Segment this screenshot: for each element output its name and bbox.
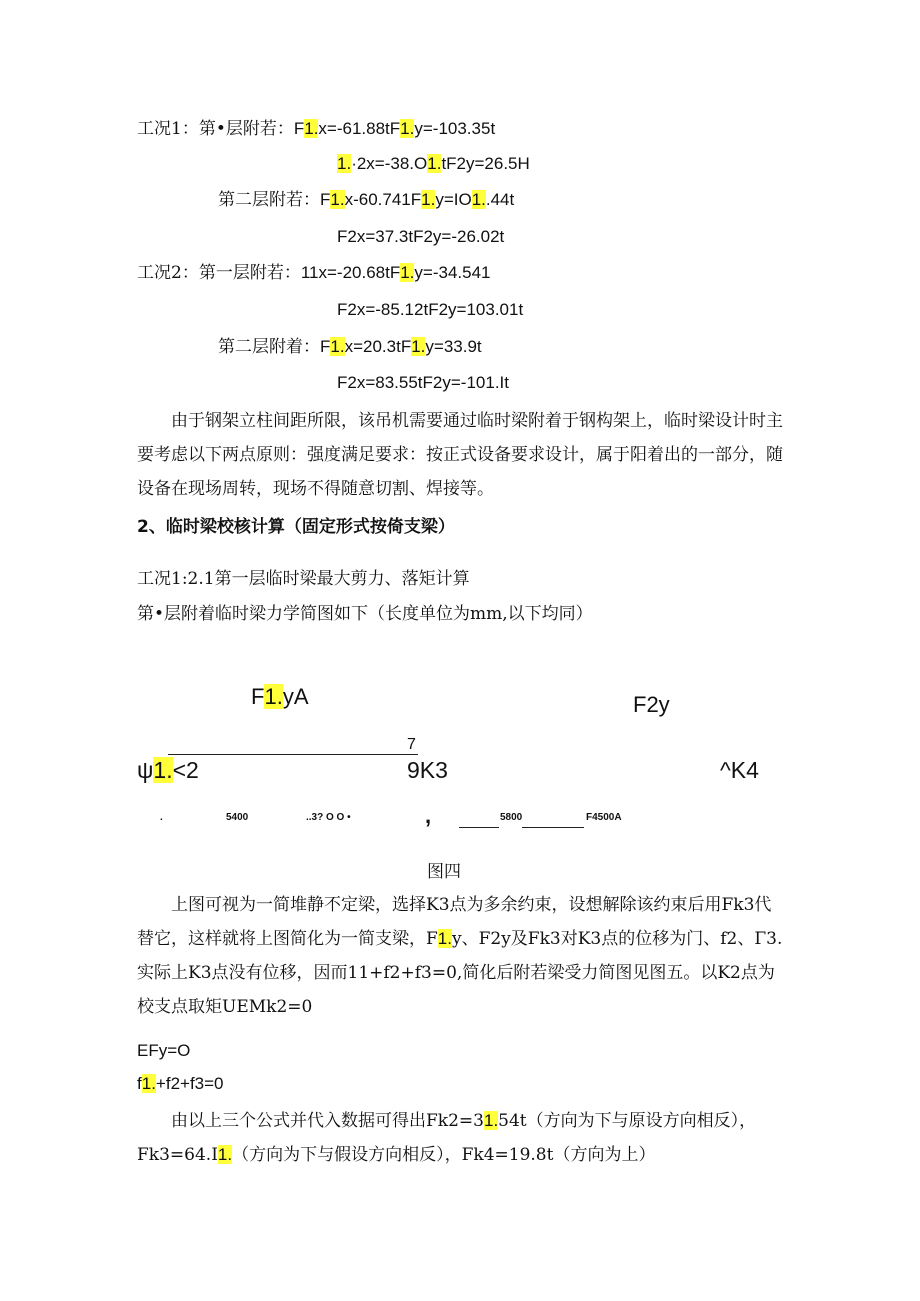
highlight: 1. bbox=[483, 1111, 499, 1130]
text: tF2y=26.5H bbox=[441, 154, 530, 173]
support-k1-label bbox=[137, 757, 199, 784]
case2-line4: F2x=83.55tF2y=-101.It bbox=[337, 373, 509, 392]
text: F bbox=[320, 337, 331, 356]
case2-line3 bbox=[218, 335, 482, 359]
case1-line2 bbox=[337, 152, 530, 176]
dimension-5400: 5400 bbox=[226, 812, 249, 823]
text: y=-34.541 bbox=[414, 263, 491, 282]
dimension-mid: ..3? O O • bbox=[306, 812, 351, 823]
dimension-underline-left bbox=[459, 827, 499, 828]
text: 54t（方向为下与原设方向相反），Fk3=64.I bbox=[137, 1111, 757, 1165]
dimension-dot: . bbox=[160, 812, 163, 823]
paragraph-results bbox=[137, 1104, 797, 1172]
highlight: 1. bbox=[421, 190, 436, 209]
highlight: 1. bbox=[217, 1145, 233, 1164]
text: F bbox=[251, 684, 265, 709]
highlight: 1. bbox=[304, 119, 319, 138]
text: y、F2y及Fk3对K3点的位移为门、f2、Γ3.实际上K3点没有位移，因而11+f2+f3=0,简化后附若梁受力简图见图五。以K2点为校支点取矩UEMk2=0 bbox=[137, 929, 783, 1017]
text: y=-103.35t bbox=[414, 119, 496, 138]
text: yA bbox=[282, 684, 309, 709]
case2-line2: F2x=-85.12tF2y=103.01t bbox=[337, 300, 524, 319]
text: y=IO bbox=[435, 190, 472, 209]
force-f1y-label bbox=[251, 684, 309, 710]
figure-caption: 图四 bbox=[427, 862, 461, 882]
dimension-5800: 5800 bbox=[500, 812, 523, 823]
case1-second-label: 第二层附若： bbox=[218, 190, 320, 210]
dimension-underline-right bbox=[522, 827, 584, 828]
support-k3-label: 9K3 bbox=[407, 757, 448, 783]
case2-label: 工况2：第一层附若： bbox=[137, 263, 301, 283]
dimension-4500: F4500A bbox=[586, 812, 622, 823]
case1-line1 bbox=[137, 117, 495, 141]
subtitle-case1: 工况1:2.1第一层临时梁最大剪力、落矩计算 bbox=[137, 569, 470, 589]
text: 上图可视为一简堆静不定梁，选择K3点为多余约束，设想解除该约束后用Fk3代替它，这样就将上图简化为一简支梁，F bbox=[137, 895, 772, 949]
highlight: 1. bbox=[330, 190, 345, 209]
force-f2y-label: F2y bbox=[633, 692, 670, 717]
case1-label: 工况1：第•层附若： bbox=[137, 119, 294, 139]
support-k4-label: ^K4 bbox=[720, 757, 759, 783]
highlight: 1. bbox=[471, 190, 486, 209]
paragraph-analysis bbox=[137, 888, 787, 1024]
text: ·2x=-38.O bbox=[351, 154, 428, 173]
text: x=-61.88tF bbox=[318, 119, 401, 138]
beam-mark-seven: 7 bbox=[407, 736, 416, 753]
text: <2 bbox=[172, 757, 199, 783]
highlight: 1. bbox=[427, 154, 442, 173]
highlight: 1. bbox=[411, 337, 426, 356]
dimension-comma: , bbox=[425, 803, 432, 828]
highlight: 1. bbox=[337, 154, 352, 173]
highlight: 1. bbox=[400, 119, 415, 138]
text: （方向为下与假设方向相反），Fk4=19.8t（方向为上） bbox=[232, 1145, 656, 1165]
highlight: 1. bbox=[330, 337, 345, 356]
text: ψ bbox=[137, 757, 154, 783]
text: f bbox=[137, 1074, 142, 1093]
section-heading: 2、临时梁校核计算（固定形式按倚支梁） bbox=[137, 517, 455, 537]
text: F bbox=[293, 119, 305, 138]
highlight: 1. bbox=[437, 929, 452, 948]
case2-line1 bbox=[137, 261, 491, 285]
highlight: 1. bbox=[153, 757, 173, 783]
paragraph-principles: 由于钢架立柱间距所限，该吊机需要通过临时梁附着于钢构架上，临时梁设计时主要考虑以下两点原则：强度满足要求：按正式设备要求设计，属于阳着出的一部分，随设备在现场周转，现场不得随意切割、焊接等。 bbox=[137, 411, 783, 499]
beam-line bbox=[168, 754, 418, 755]
subtitle-diagram-intro: 第•层附着临时梁力学简图如下（长度单位为mm,以下均同） bbox=[137, 604, 593, 624]
case1-line4: F2x=37.3tF2y=-26.02t bbox=[337, 227, 505, 246]
case2-second-label: 第二层附着： bbox=[218, 337, 320, 357]
text: F bbox=[320, 190, 331, 209]
text: .44t bbox=[485, 190, 515, 209]
highlight: 1. bbox=[400, 263, 415, 282]
text: 11x=-20.68tF bbox=[300, 263, 401, 282]
highlight: 1. bbox=[141, 1074, 156, 1093]
text: +f2+f3=0 bbox=[155, 1074, 224, 1093]
equation-sum-fy: EFy=O bbox=[137, 1041, 191, 1060]
equation-deflection bbox=[137, 1072, 224, 1096]
text: 由以上三个公式并代入数据可得出Fk2=3 bbox=[171, 1111, 484, 1131]
text: y=33.9t bbox=[425, 337, 482, 356]
text: x=20.3tF bbox=[344, 337, 412, 356]
case1-line3 bbox=[218, 188, 514, 212]
text: x-60.741F bbox=[344, 190, 422, 209]
highlight: 1. bbox=[264, 684, 283, 709]
